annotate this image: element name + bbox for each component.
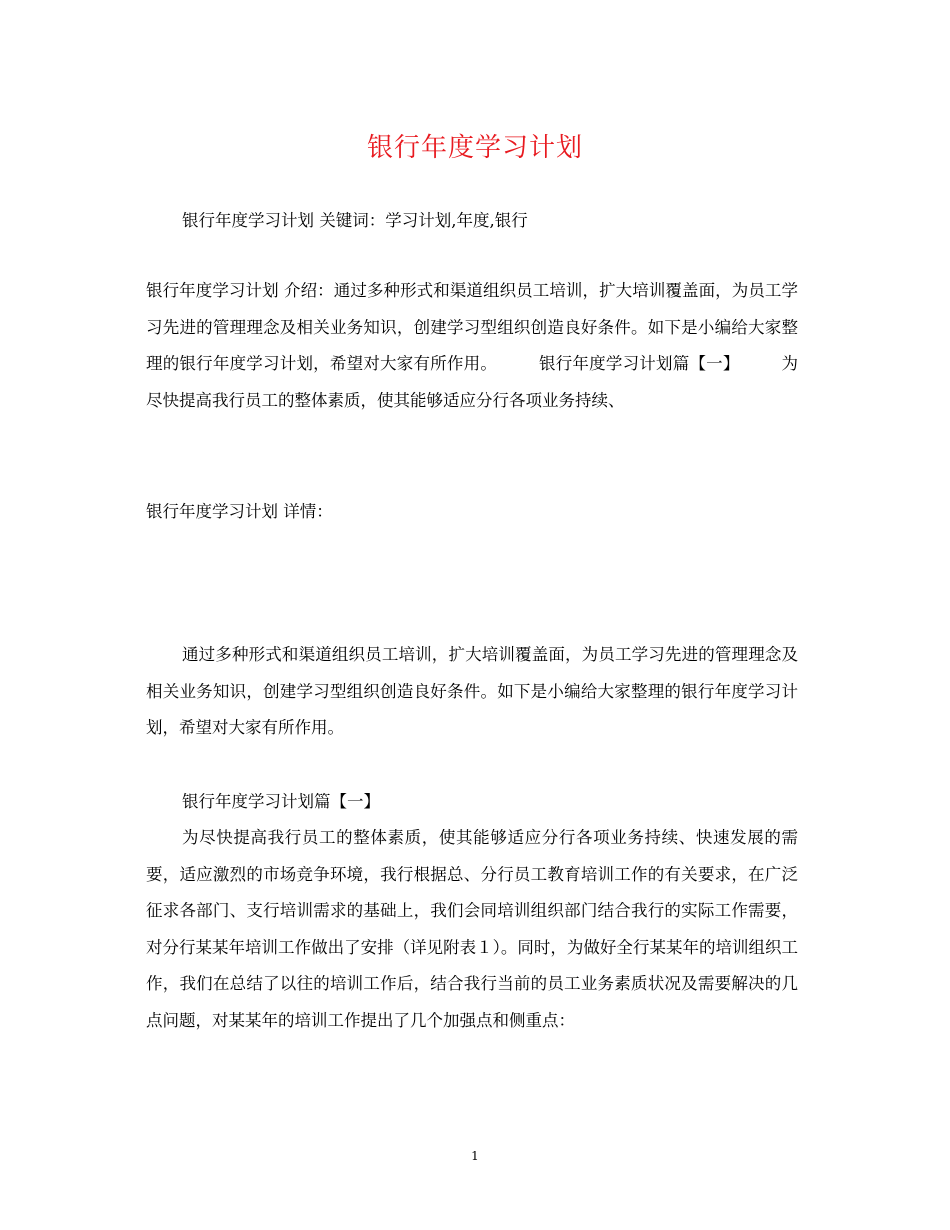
body-paragraph-2: 为尽快提高我行员工的整体素质，使其能够适应分行各项业务持续、快速发展的需要，适应激烈的市场竞争环境，我行根据总、分行员工教育培训工作的有关要求，在广泛征求各部门、支行培训需求的基础上，我们会同培训组织部门结合我行的实际工作需要，对分行某某年培训工作做出了安排（详见附表１）。同时，为做好全行某某年的培训组织工作，我们在总结了以往的培训工作后，结合我行当前的员工业务素质状况及需要解决的几点问题，对某某年的培训工作提出了几个加强点和侧重点：: [146, 828, 798, 1030]
page-number: 1: [471, 1149, 479, 1163]
document-title: 银行年度学习计划: [366, 133, 583, 163]
body-paragraph-1: 通过多种形式和渠道组织员工培训，扩大培训覆盖面，为员工学习先进的管理理念及相关业务知识，创建学习型组织创造良好条件。如下是小编给大家整理的银行年度学习计划，希望对大家有所作用。: [146, 645, 798, 737]
keywords-line: 银行年度学习计划 关键词：学习计划,年度,银行: [182, 211, 528, 230]
intro-paragraph: 银行年度学习计划 介绍：通过多种形式和渠道组织员工培训，扩大培训覆盖面，为员工学习先进的管理理念及相关业务知识，创建学习型组织创造良好条件。如下是小编给大家整理的银行年度学习计划，希望对大家有所作用。 银行年度学习计划篇【一】 为尽快提高我行员工的整体素质，使其能够适应分行各项业务持续、: [146, 281, 798, 410]
details-label: 银行年度学习计划 详情：: [146, 502, 333, 521]
section-heading: 银行年度学习计划篇【一】: [182, 792, 380, 811]
